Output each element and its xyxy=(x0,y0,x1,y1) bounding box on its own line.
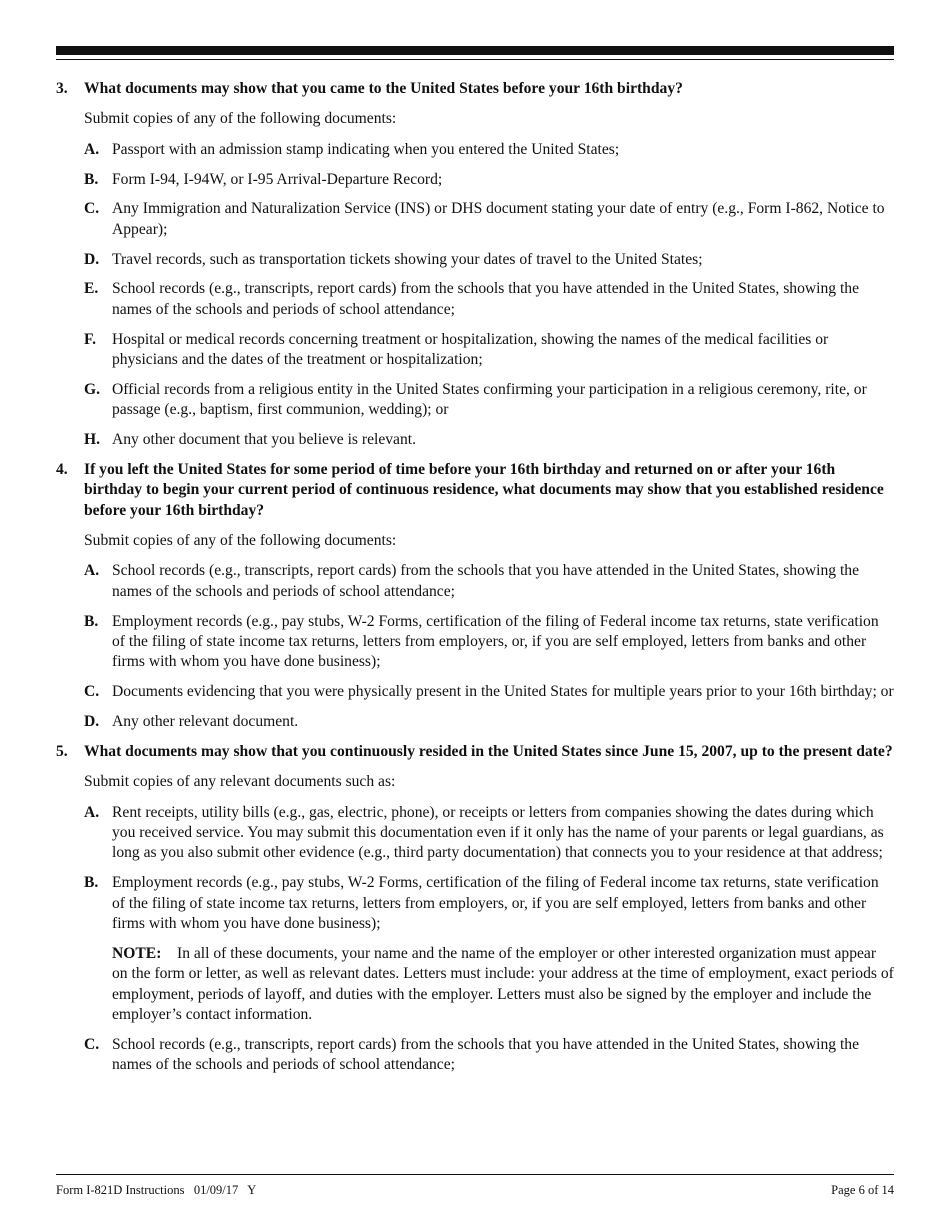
item-letter: H. xyxy=(84,431,101,449)
list-item xyxy=(84,279,894,320)
item-text: Official records from a religious entity in the United States confirming your participation in a religious ceremony, rite, or passage (e.g., baptism, first communion, wedding); or xyxy=(112,380,867,419)
question-number: 3. xyxy=(56,80,68,97)
list-item xyxy=(84,803,894,864)
list-item xyxy=(84,682,894,702)
header-thin-rule xyxy=(56,59,894,60)
list-item xyxy=(84,1035,894,1076)
item-letter: C. xyxy=(84,1035,100,1053)
list-item xyxy=(84,330,894,371)
item-text: Employment records (e.g., pay stubs, W-2 Forms, certification of the filing of Federal income tax returns, state verification of the filing of state income tax returns, letters from employers, or, if you are self employed, letters from banks and other firms with whom you have done business); xyxy=(112,874,879,933)
question-3 xyxy=(56,79,894,99)
header-thick-rule xyxy=(56,46,894,55)
item-text: Rent receipts, utility bills (e.g., gas, electric, phone), or receipts or letters from companies showing the dates during which you received service. You may submit this documentation even if it only has the name of your parents or legal guardians, as long as you also submit other evidence (e.g., third party documentation) that connects you to your residence at that address; xyxy=(112,803,884,862)
item-text: Any other relevant document. xyxy=(112,713,299,731)
item-letter: D. xyxy=(84,713,100,731)
item-letter: C. xyxy=(84,683,100,701)
item-text: Any other document that you believe is relevant. xyxy=(112,431,416,449)
document-list xyxy=(56,561,894,732)
item-letter: B. xyxy=(84,612,99,630)
section-4 xyxy=(56,460,894,733)
footer-form-id: Form I-821D Instructions 01/09/17 Y xyxy=(56,1183,257,1197)
item-text: Hospital or medical records concerning treatment or hospitalization, showing the names of the medical facilities or physicians and the dates of the treatment or hospitalization; xyxy=(112,330,829,369)
section-intro: Submit copies of any of the following documents: xyxy=(84,110,397,128)
item-text: School records (e.g., transcripts, report cards) from the schools that you have attended in the United States, showing the names of the schools and periods of school attendance; xyxy=(112,562,860,600)
item-text: Documents evidencing that you were physically present in the United States for multiple years prior to your 16th birthday; or xyxy=(112,683,894,701)
list-item xyxy=(84,250,894,270)
note-spacer xyxy=(165,945,173,962)
item-letter: D. xyxy=(84,250,100,268)
item-text: Passport with an admission stamp indicating when you entered the United States; xyxy=(112,140,620,158)
item-letter: F. xyxy=(84,330,96,348)
document-list xyxy=(56,803,894,1076)
question-text: If you left the United States for some period of time before your 16th birthday and returned on or after your 16th birthday to begin your current period of continuous residence, what documents may show that you established residence before your 16th birthday? xyxy=(84,460,884,519)
question-number: 5. xyxy=(56,742,68,760)
page-content xyxy=(56,79,894,1085)
section-3 xyxy=(56,79,894,450)
item-letter: B. xyxy=(84,170,99,188)
item-letter: A. xyxy=(84,562,100,580)
item-text: Travel records, such as transportation tickets showing your dates of travel to the United States; xyxy=(112,250,703,268)
item-letter: A. xyxy=(84,803,100,821)
list-item xyxy=(84,199,894,240)
question-5 xyxy=(56,742,894,762)
item-text: Any Immigration and Naturalization Service (INS) or DHS document stating your date of entry (e.g., Form I-862, Notice to Appear); xyxy=(112,200,885,238)
item-text: School records (e.g., transcripts, report cards) from the schools that you have attended in the United States, showing the names of the schools and periods of school attendance; xyxy=(112,280,860,318)
note-paragraph xyxy=(112,944,894,1026)
item-letter: B. xyxy=(84,874,99,892)
page-footer xyxy=(56,1183,894,1198)
list-item xyxy=(84,873,894,934)
item-letter: A. xyxy=(84,140,100,158)
question-text: What documents may show that you came to the United States before your 16th birthday? xyxy=(84,80,683,97)
footer-page-number: Page 6 of 14 xyxy=(831,1183,894,1197)
list-item xyxy=(84,712,894,732)
question-number: 4. xyxy=(56,460,68,478)
list-item xyxy=(84,430,894,450)
item-letter: C. xyxy=(84,200,100,218)
section-intro: Submit copies of any of the following documents: xyxy=(84,532,397,550)
question-4 xyxy=(56,460,894,521)
item-letter: G. xyxy=(84,380,101,398)
note-label: NOTE: xyxy=(112,944,162,962)
section-5 xyxy=(56,742,894,1076)
note-text: In all of these documents, your name and the name of the employer or other interested organization must appear on the form or letter, as well as relevant dates. Letters must include: your address at the time of employment, exact periods of employment, periods of layoff, and duties with the employer. Letters must also be signed by the employer and include the employer’s contact information. xyxy=(112,944,894,1024)
list-item xyxy=(84,612,894,673)
footer-rule xyxy=(56,1174,894,1175)
item-letter: E. xyxy=(84,280,99,298)
list-item xyxy=(84,380,894,421)
list-item xyxy=(84,170,894,190)
section-intro: Submit copies of any relevant documents such as: xyxy=(84,773,396,791)
document-list xyxy=(56,140,894,451)
list-item xyxy=(84,140,894,160)
item-text: Form I-94, I-94W, or I-95 Arrival-Departure Record; xyxy=(112,170,443,188)
question-text: What documents may show that you continuously resided in the United States since June 15, 2007, up to the present date? xyxy=(84,742,893,760)
item-text: Employment records (e.g., pay stubs, W-2 Forms, certification of the filing of Federal income tax returns, state verification of the filing of state income tax returns, letters from employers, or, if you are self employed, letters from banks and other firms with whom you have done business); xyxy=(112,612,879,671)
item-text: School records (e.g., transcripts, report cards) from the schools that you have attended in the United States, showing the names of the schools and periods of school attendance; xyxy=(112,1035,860,1074)
list-item xyxy=(84,561,894,602)
